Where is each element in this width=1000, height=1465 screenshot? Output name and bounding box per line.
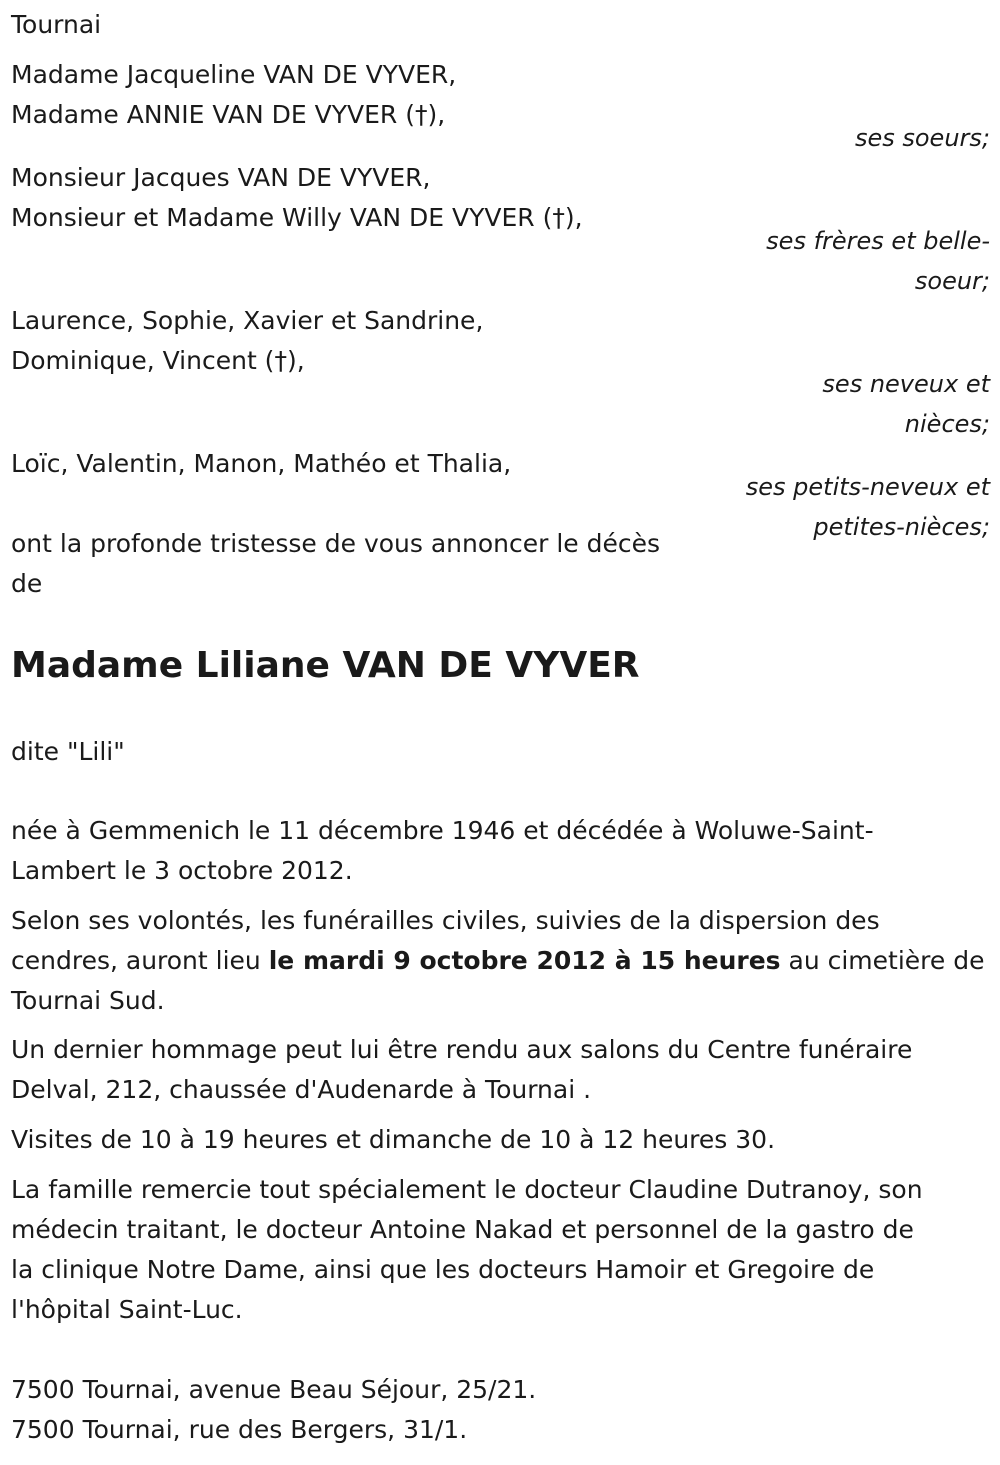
thanks-line: l'hôpital Saint-Luc. <box>11 1295 243 1324</box>
nickname: dite "Lili" <box>11 737 125 766</box>
announcement-line: ont la profonde tristesse de vous annoncer le décès <box>11 529 661 558</box>
funeral-date-time: le mardi 9 octobre 2012 à 15 heures <box>268 946 781 975</box>
deceased-name: Madame Liliane VAN DE VYVER <box>11 645 640 686</box>
address-line: 7500 Tournai, avenue Beau Séjour, 25/21. <box>11 1375 537 1404</box>
brothers-role-line: soeur; <box>914 267 990 295</box>
thanks-line: La famille remercie tout spécialement le docteur Claudine Dutranoy, son <box>11 1175 923 1204</box>
funeral-line <box>11 941 984 981</box>
nephew-name: Laurence, Sophie, Xavier et Sandrine, <box>11 306 484 335</box>
nephew-name: Dominique, Vincent (†), <box>11 346 305 375</box>
thanks-line: la clinique Notre Dame, ainsi que les docteurs Hamoir et Gregoire de <box>11 1255 875 1284</box>
visits-line: Visites de 10 à 19 heures et dimanche de 10 à 12 heures 30. <box>11 1125 776 1154</box>
brothers-role-line: ses frères et belle- <box>766 227 990 255</box>
funeral-text-before: cendres, auront lieu <box>11 946 269 975</box>
grand-nephews-role-line: ses petits-neveux et <box>745 473 990 501</box>
address-line: 7500 Tournai, rue des Bergers, 31/1. <box>11 1415 468 1444</box>
tribute-line: Un dernier hommage peut lui être rendu aux salons du Centre funéraire <box>11 1035 913 1064</box>
grand-nephews-role-line: petites-nièces; <box>813 513 990 541</box>
brother-name: Monsieur et Madame Willy VAN DE VYVER (†), <box>11 203 583 232</box>
thanks-line: médecin traitant, le docteur Antoine Nakad et personnel de la gastro de <box>11 1215 914 1244</box>
funeral-line: Tournai Sud. <box>11 986 165 1015</box>
sister-name: Madame ANNIE VAN DE VYVER (†), <box>11 100 446 129</box>
birth-death-line: née à Gemmenich le 11 décembre 1946 et décédée à Woluwe-Saint- <box>11 816 874 845</box>
funeral-line: Selon ses volontés, les funérailles civiles, suivies de la dispersion des <box>11 906 880 935</box>
sister-name: Madame Jacqueline VAN DE VYVER, <box>11 60 457 89</box>
birth-death-line: Lambert le 3 octobre 2012. <box>11 856 353 885</box>
city-heading: Tournai <box>11 10 102 39</box>
grand-nephew-names: Loïc, Valentin, Manon, Mathéo et Thalia, <box>11 449 512 478</box>
funeral-text-after: au cimetière de <box>780 946 985 975</box>
sisters-role: ses soeurs; <box>854 124 990 152</box>
announcement-line: de <box>11 569 43 598</box>
tribute-line: Delval, 212, chaussée d'Audenarde à Tournai . <box>11 1075 592 1104</box>
brother-name: Monsieur Jacques VAN DE VYVER, <box>11 163 431 192</box>
nephews-role-line: nièces; <box>904 410 990 438</box>
nephews-role-line: ses neveux et <box>822 370 990 398</box>
